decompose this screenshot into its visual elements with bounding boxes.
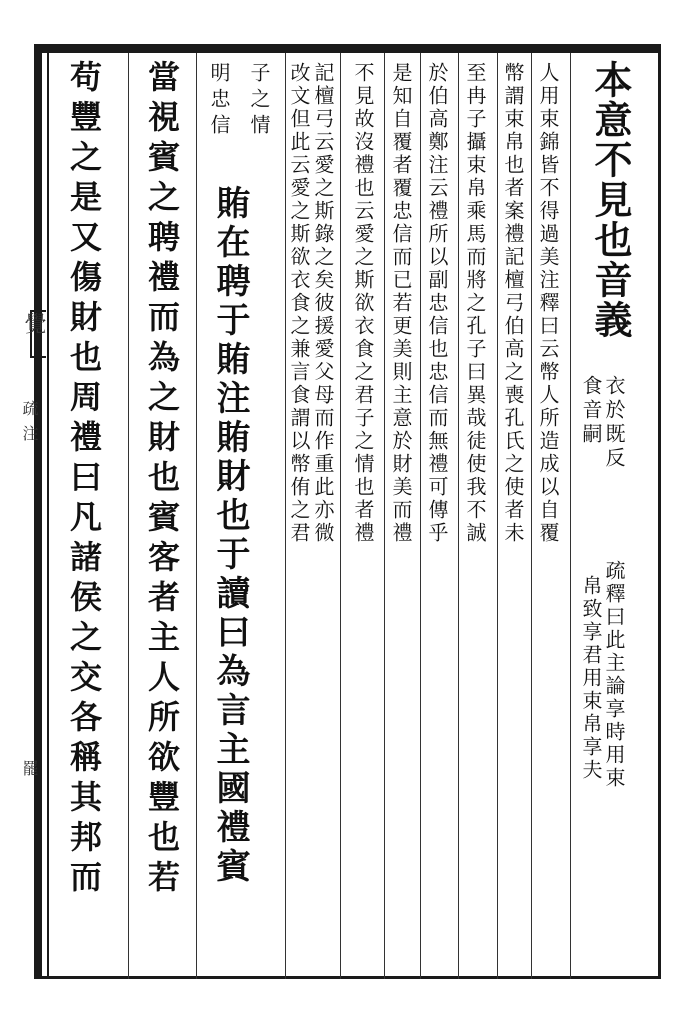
frame-inner-line — [47, 53, 49, 979]
column-rule — [497, 53, 498, 979]
column-rule — [570, 53, 571, 979]
column-rule — [128, 53, 129, 979]
column-rule — [458, 53, 459, 979]
column-rule — [196, 53, 197, 979]
column-rule — [340, 53, 341, 979]
commentary-column: 記檀弓云愛之斯錄之矣彼援愛父母而作重此亦微 — [311, 62, 335, 545]
commentary-column: 是知自覆者覆忠信而已若更美則主意於財美而禮 — [389, 62, 413, 545]
commentary-column-right: 疏釋曰此主論享時用束 — [602, 560, 626, 790]
text-column-main: 賄在聘于賄注賄財也于讀曰為言主國禮賓 — [210, 185, 250, 887]
commentary-column: 至冉子攝束帛乘馬而將之孔子曰異哉徒使我不誠 — [463, 62, 487, 545]
annotation-column-right: 衣於既反 — [602, 375, 626, 471]
column-rule — [285, 53, 286, 979]
margin-label-middle: 疏 注 — [20, 400, 39, 444]
margin-label-upper: 覺 — [21, 312, 46, 336]
commentary-column: 不見故沒禮也云愛之斯欲衣食之君子之情也者禮 — [351, 62, 375, 545]
text-column-main: 苟豐之是又傷財也周禮曰凡諸侯之交各稱其邦而 — [65, 60, 103, 900]
annotation-column-right: 子之情 — [247, 62, 271, 140]
commentary-column: 幣謂束帛也者案禮記檀弓伯高之喪孔氏之使者未 — [501, 62, 525, 545]
commentary-column: 人用束錦皆不得過美注釋曰云幣人所造成以自覆 — [536, 62, 560, 545]
commentary-column-left: 帛致享君用束帛享夫 — [579, 575, 603, 782]
annotation-column-left: 明忠信 — [207, 62, 231, 140]
annotation-column-left: 食音嗣 — [579, 375, 603, 447]
column-rule — [420, 53, 421, 979]
commentary-column: 於伯高鄭注云禮所以副忠信也忠信而無禮可傳乎 — [425, 62, 449, 545]
text-column-main: 當視賓之聘禮而為之財也賓客者主人所欲豐也若 — [143, 60, 181, 900]
frame-left-band — [34, 44, 42, 979]
margin-label-lower: 罷 — [20, 760, 39, 778]
text-column-heading: 本意不見也音義 — [588, 60, 633, 340]
commentary-column: 改文但此云愛之斯欲衣食之兼言食謂以幣侑之君 — [287, 62, 311, 545]
column-rule — [531, 53, 532, 979]
column-rule — [384, 53, 385, 979]
